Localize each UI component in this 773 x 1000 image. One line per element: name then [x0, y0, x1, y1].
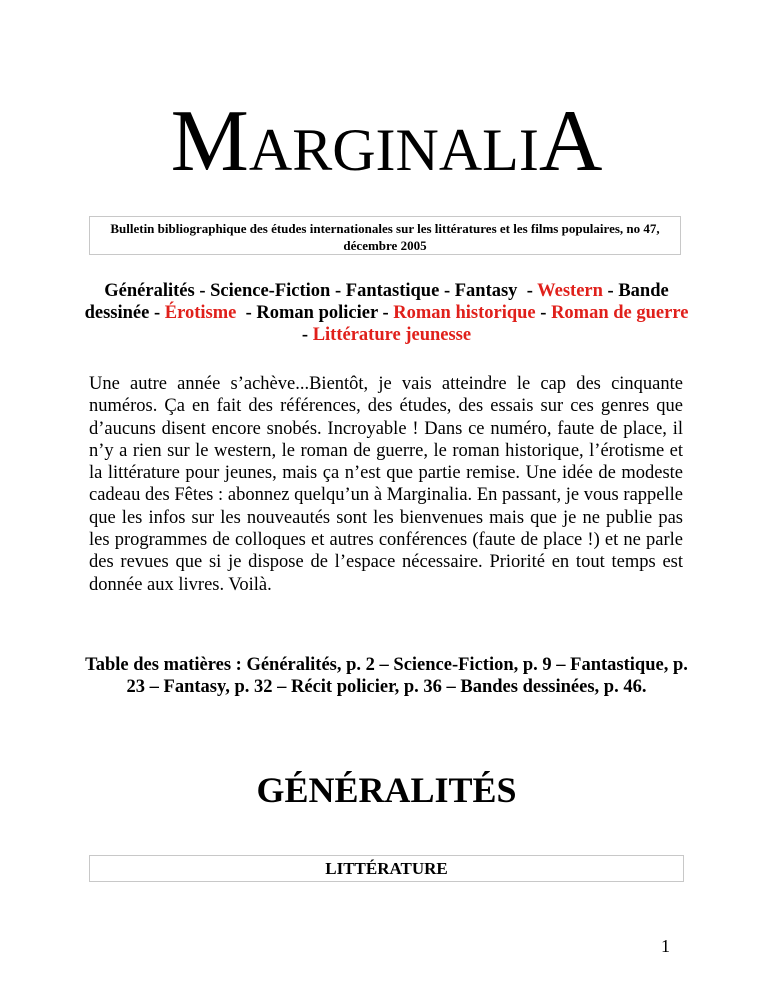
genre-item: -: [194, 281, 211, 301]
genre-item: Roman policier: [256, 303, 378, 323]
genre-item: -: [602, 281, 619, 301]
genre-item: Littérature jeunesse: [312, 325, 472, 345]
genre-item: -: [439, 281, 455, 301]
section-title: GÉNÉRALITÉS: [256, 770, 517, 810]
table-of-contents: Table des matières : Généralités, p. 2 – Science-Fiction, p. 9 – Fantastique, p. 23 – Fantasy, p. 32 – Récit policier, p. 36 – Bandes dessinées, p. 46.: [85, 655, 688, 697]
genre-item: Généralités: [104, 281, 195, 301]
bulletin-subtitle: Bulletin bibliographique des études internationales sur les littératures et les films populaires, no 47, décembre 2005: [89, 216, 681, 255]
masthead-final: A: [538, 93, 603, 190]
genre-item: -: [535, 303, 552, 323]
genre-item: -: [377, 303, 394, 323]
genre-item: Roman de guerre: [551, 303, 689, 323]
genre-item: Bande dessinée: [84, 281, 674, 323]
genre-item: Roman historique: [393, 303, 536, 323]
genre-item: -: [236, 303, 257, 323]
genre-item: Érotisme: [164, 303, 237, 323]
genre-list: [80, 280, 693, 346]
subsection-heading: LITTÉRATURE: [89, 855, 684, 882]
genre-item: -: [301, 303, 694, 345]
genre-item: Fantastique: [345, 281, 440, 301]
genre-item: -: [517, 281, 538, 301]
genre-item: Science-Fiction: [210, 281, 331, 301]
masthead-initial: M: [170, 93, 249, 190]
intro-paragraph: Une autre année s’achève...Bientôt, je vais atteindre le cap des cinquante numéros. Ça en fait des références, des études, des essais sur ces genres que d’aucuns disent encore snobés. Incroyable ! Dans ce numéro, faute de place, il n’y a rien sur le western, le roman de guerre, le roman historique, l’érotisme et la littérature pour jeunes, mais ça n’est que partie remise. Une idée de modeste cadeau des Fêtes : abonnez quelqu’un à Marginalia. En passant, je vous rappelle que les infos sur les nouveautés sont les bienvenues mais que je ne publie pas les programmes de colloques et autres conférences (faute de place !) et ne parle des revues que si je dispose de l’espace nécessaire. Priorité en tout temps est donnée aux livres. Voilà.: [89, 374, 683, 595]
genre-item: -: [149, 303, 165, 323]
masthead-middle: ARGINALI: [248, 117, 539, 183]
genre-item: Western: [537, 281, 603, 301]
masthead-title: [0, 93, 773, 190]
page-number: 1: [661, 936, 670, 956]
genre-item: -: [330, 281, 346, 301]
genre-item: Fantasy: [454, 281, 518, 301]
